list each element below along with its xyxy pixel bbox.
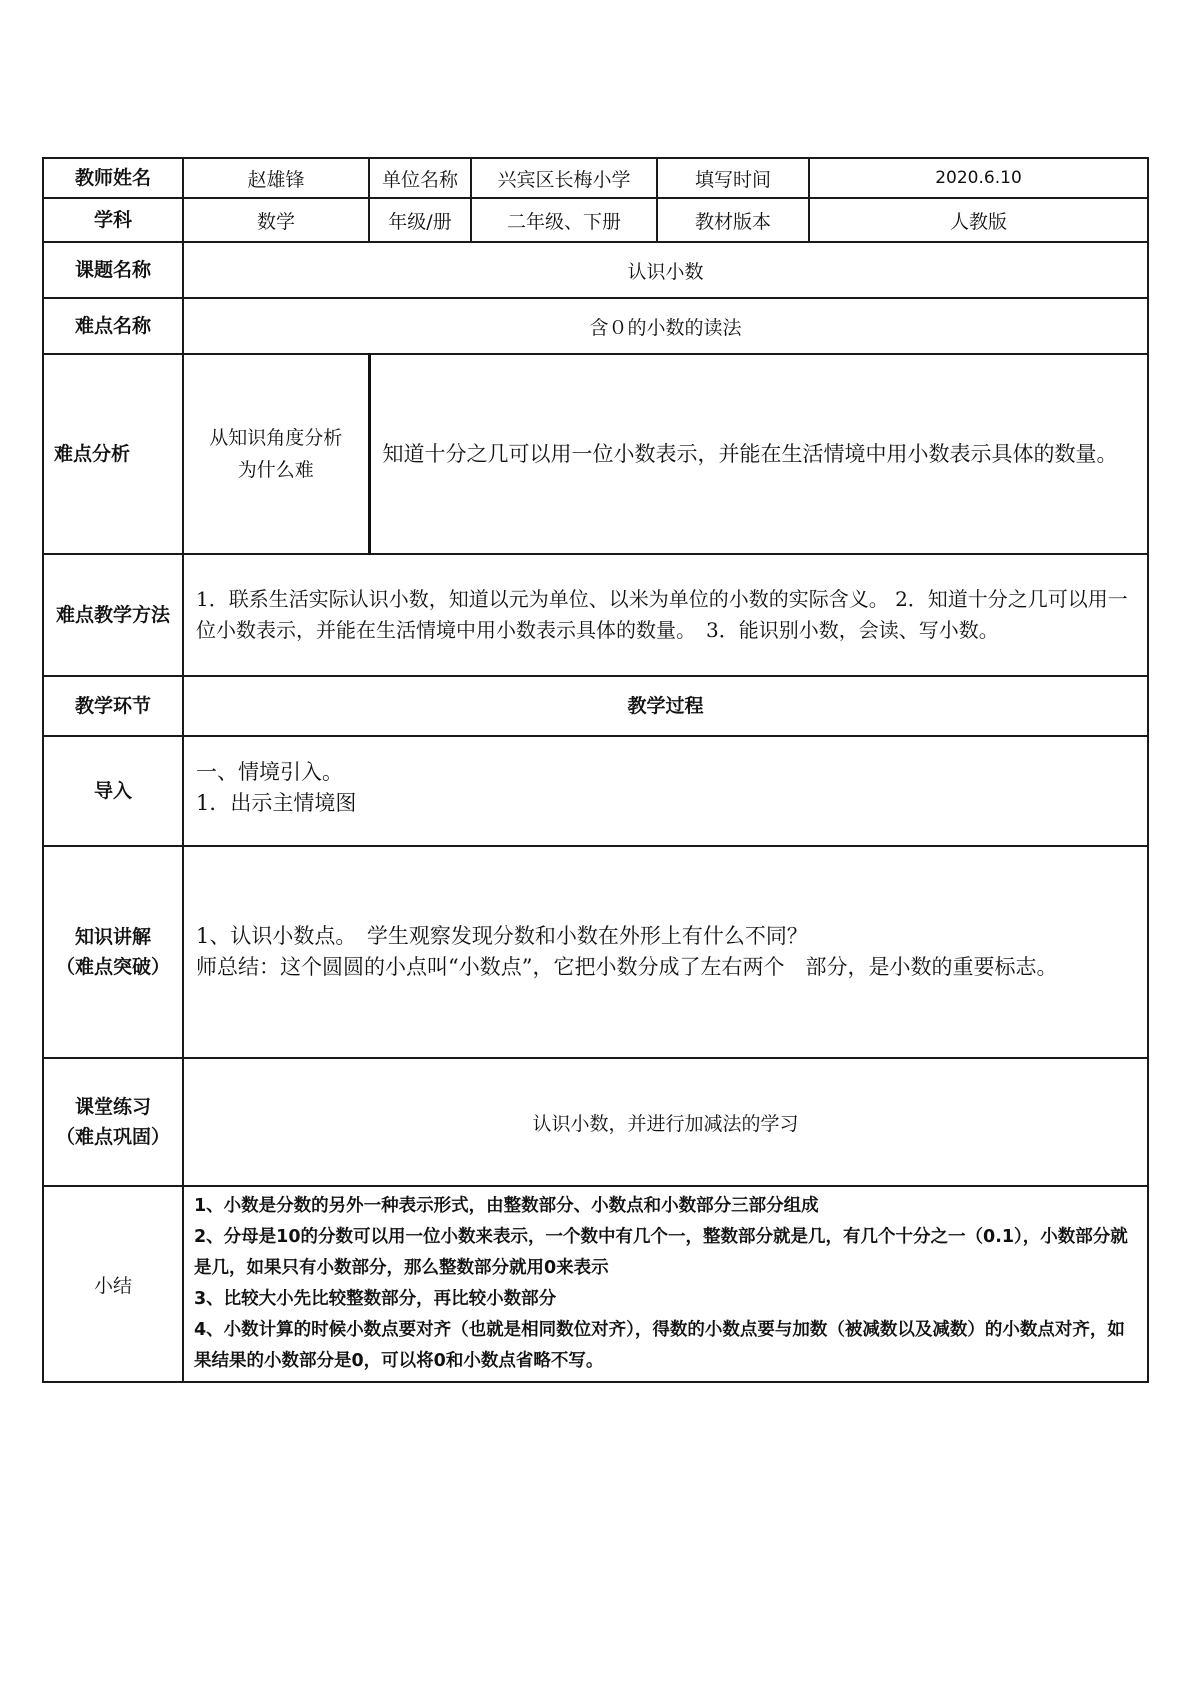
analysis-row [43,354,1148,554]
knowledge-content [183,846,1148,1058]
intro-label: 导入 [43,736,183,846]
analysis-label: 难点分析 [43,354,183,554]
practice-label-line2: （难点巩固） [55,1126,170,1148]
grade-value: 二年级、下册 [471,198,657,242]
summary-line: 1、小数是分数的另外一种表示形式，由整数部分、小数点和小数部分三部分组成 [194,1196,819,1216]
method-label: 难点教学方法 [43,554,183,676]
knowledge-line: 1、认识小数点。 学生观察发现分数和小数在外形上有什么不同？ [196,924,808,948]
summary-content [183,1186,1148,1382]
process-stage-label: 教学环节 [43,676,183,736]
summary-line: 3、比较大小先比较整数部分，再比较小数部分 [194,1289,557,1309]
difficulty-row [43,298,1148,354]
method-text: 1．联系生活实际认识小数，知道以元为单位、以米为单位的小数的实际含义。 2．知道十分之几可以用一位小数表示，并能在生活情境中用小数表示具体的数量。 3．能识别小数，会读、写小数。 [183,554,1148,676]
intro-row [43,736,1148,846]
summary-row [43,1186,1148,1382]
knowledge-label-line1: 知识讲解 [74,926,151,948]
intro-content [183,736,1148,846]
lesson-plan-table [42,157,1149,1383]
practice-label [43,1058,183,1186]
grade-label: 年级/册 [369,198,471,242]
knowledge-row [43,846,1148,1058]
intro-line: 一、情境引入。 [196,760,343,784]
summary-label: 小结 [43,1186,183,1382]
unit-name-label: 单位名称 [369,158,471,198]
practice-value: 认识小数，并进行加减法的学习 [183,1058,1148,1186]
lesson-plan-sheet [42,157,1147,1383]
subject-label: 学科 [43,198,183,242]
knowledge-line: 师总结：这个圆圆的小点叫“小数点”，它把小数分成了左右两个 部分，是小数的重要标志。 [196,955,1058,979]
practice-label-line1: 课堂练习 [74,1096,151,1118]
difficulty-value: 含０的小数的读法 [183,298,1148,354]
process-label: 教学过程 [183,676,1148,736]
intro-line: 1．出示主情境图 [196,791,357,815]
topic-row [43,242,1148,298]
fill-date-value: 2020.6.10 [809,158,1148,198]
knowledge-label-line2: （难点突破） [55,956,170,978]
analysis-sub-label-text: 从知识角度分析为什么难 [209,427,343,481]
topic-label: 课题名称 [43,242,183,298]
practice-row [43,1058,1148,1186]
difficulty-label: 难点名称 [43,298,183,354]
header-row-2 [43,198,1148,242]
analysis-text: 知道十分之几可以用一位小数表示，并能在生活情境中用小数表示具体的数量。 [369,354,1148,554]
topic-value: 认识小数 [183,242,1148,298]
fill-date-label: 填写时间 [657,158,809,198]
process-header-row [43,676,1148,736]
summary-line: 4、小数计算的时候小数点要对齐（也就是相同数位对齐），得数的小数点要与加数（被减数以及减数）的小数点对齐，如果结果的小数部分是0，可以将0和小数点省略不写。 [194,1320,1125,1371]
teacher-name-value: 赵雄锋 [183,158,369,198]
unit-name-value: 兴宾区长梅小学 [471,158,657,198]
teacher-name-label: 教师姓名 [43,158,183,198]
subject-value: 数学 [183,198,369,242]
summary-line: 2、分母是10的分数可以用一位小数来表示，一个数中有几个一，整数部分就是几，有几个十分之一（0.1），小数部分就是几，如果只有小数部分，那么整数部分就用0来表示 [194,1227,1128,1278]
header-row-1 [43,158,1148,198]
method-row [43,554,1148,676]
edition-value: 人教版 [809,198,1148,242]
analysis-sub-label [183,354,369,554]
knowledge-label [43,846,183,1058]
edition-label: 教材版本 [657,198,809,242]
